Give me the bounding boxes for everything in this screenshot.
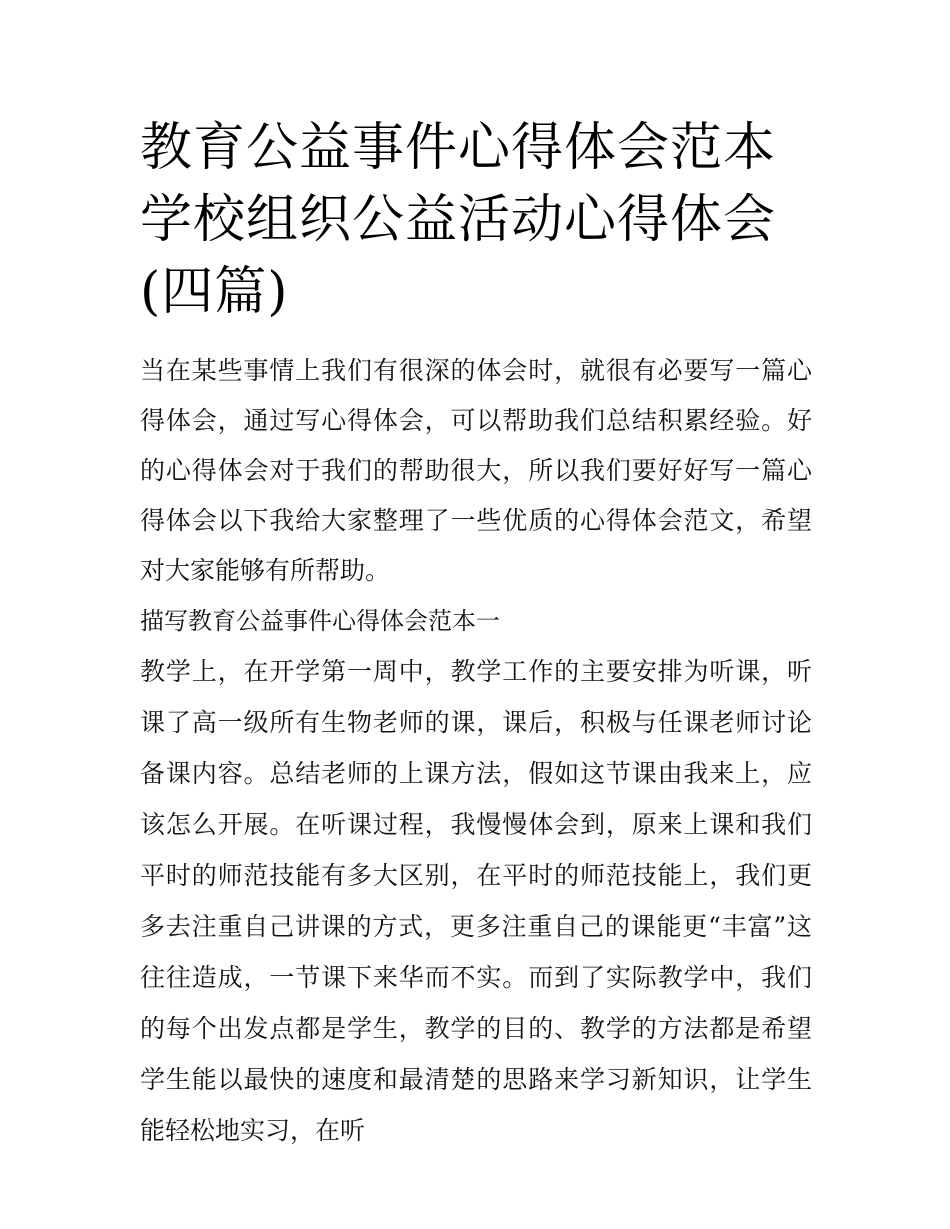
section-heading: 描写教育公益事件心得体会范本一 [140,607,500,635]
intro-paragraph: 当在某些事情上我们有很深的体会时，就很有必要写一篇心得体会，通过写心得体会，可以帮助我们总结积累经验。好的心得体会对于我们的帮助很大，所以我们要好好写一篇心得体会以下我给大家整理了一些优质的心得体会范文，希望对大家能够有所帮助。 [140,356,812,585]
document-title: 教育公益事件心得体会范本 学校组织公益活动心得体会(四篇) [140,118,777,322]
document-page [140,112,812,1156]
body-paragraph: 教学上，在开学第一周中，教学工作的主要安排为听课，听课了高一级所有生物老师的课，课后，积极与任课老师讨论备课内容。总结老师的上课方法，假如这节课由我来上，应该怎么开展。在听课过程，我慢慢体会到，原来上课和我们平时的师范技能有多大区别，在平时的师范技能上，我们更多去注重自己讲课的方式，更多注重自己的课能更“丰富”这往往造成，一节课下来华而不实。而到了实际教学中，我们的每个出发点都是学生，教学的目的、教学的方法都是希望学生能以最快的速度和最清楚的思路来学习新知识，让学生能轻松地实习，在听 [140,657,812,1145]
